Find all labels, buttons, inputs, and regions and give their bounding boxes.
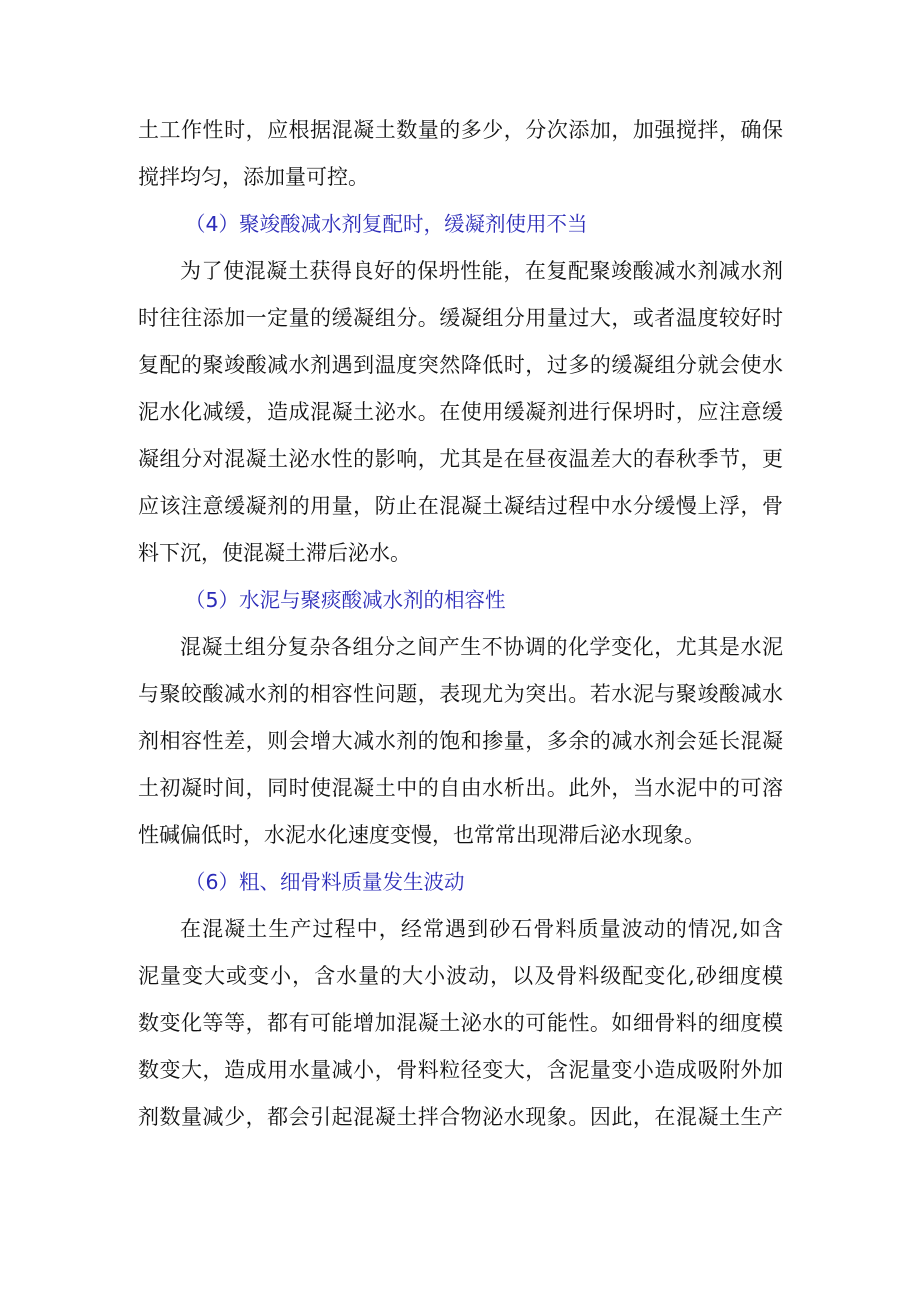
text-line: 数变大，造成用水量减小，骨料粒径变大，含泥量变小造成吸附外加 bbox=[138, 1058, 783, 1082]
text-line: 混凝土组分复杂各组分之间产生不协调的化学变化，尤其是水泥 bbox=[180, 635, 783, 659]
body-paragraph bbox=[138, 624, 783, 859]
section-heading: （6）粗、细骨料质量发生波动 bbox=[185, 870, 465, 894]
text-line: 泥量变大或变小，含水量的大小波动，以及骨料级配变化,砂细度模 bbox=[138, 964, 783, 988]
text-line: 性碱偏低时，水泥水化速度变慢，也常常出现滞后泌水现象。 bbox=[138, 823, 705, 847]
text-line: 数变化等等，都有可能增加混凝土泌水的可能性。如细骨料的细度模 bbox=[138, 1011, 783, 1035]
text-line: 在混凝土生产过程中，经常遇到砂石骨料质量波动的情况,如含 bbox=[180, 917, 783, 941]
text-line: 与聚皎酸减水剂的相容性问题，表现尤为突出。若水泥与聚竣酸减水 bbox=[138, 682, 783, 706]
text-line: 应该注意缓凝剂的用量，防止在混凝土凝结过程中水分缓慢上浮，骨 bbox=[138, 494, 783, 518]
section-heading: （4）聚竣酸减水剂复配时，缓凝剂使用不当 bbox=[185, 212, 588, 236]
document-body bbox=[138, 107, 783, 1141]
text-line: 剂数量减少，都会引起混凝土拌合物泌水现象。因此，在混凝土生产 bbox=[138, 1105, 783, 1129]
text-line: 土工作性时，应根据混凝土数量的多少，分次添加，加强搅拌，确保 bbox=[138, 118, 783, 142]
body-paragraph bbox=[138, 906, 783, 1141]
text-line: 凝组分对混凝土泌水性的影响，尤其是在昼夜温差大的春秋季节，更 bbox=[138, 447, 783, 471]
text-line: 泥水化减缓，造成混凝土泌水。在使用缓凝剂进行保坍时，应注意缓 bbox=[138, 400, 783, 424]
body-paragraph bbox=[138, 248, 783, 577]
text-line: 时往往添加一定量的缓凝组分。缓凝组分用量过大，或者温度较好时 bbox=[138, 306, 783, 330]
text-line: 搅拌均匀，添加量可控。 bbox=[138, 165, 369, 189]
body-paragraph bbox=[138, 107, 783, 201]
section-heading: （5）水泥与聚痰酸减水剂的相容性 bbox=[185, 588, 506, 612]
text-line: 土初凝时间，同时使混凝土中的自由水析出。此外，当水泥中的可溶 bbox=[138, 776, 783, 800]
text-line: 复配的聚竣酸减水剂遇到温度突然降低时，过多的缓凝组分就会使水 bbox=[138, 353, 783, 377]
text-line: 为了使混凝土获得良好的保坍性能，在复配聚竣酸减水剂减水剂 bbox=[180, 259, 783, 283]
text-line: 剂相容性差，则会增大减水剂的饱和掺量，多余的减水剂会延长混凝 bbox=[138, 729, 783, 753]
text-line: 料下沉，使混凝土滞后泌水。 bbox=[138, 541, 411, 565]
